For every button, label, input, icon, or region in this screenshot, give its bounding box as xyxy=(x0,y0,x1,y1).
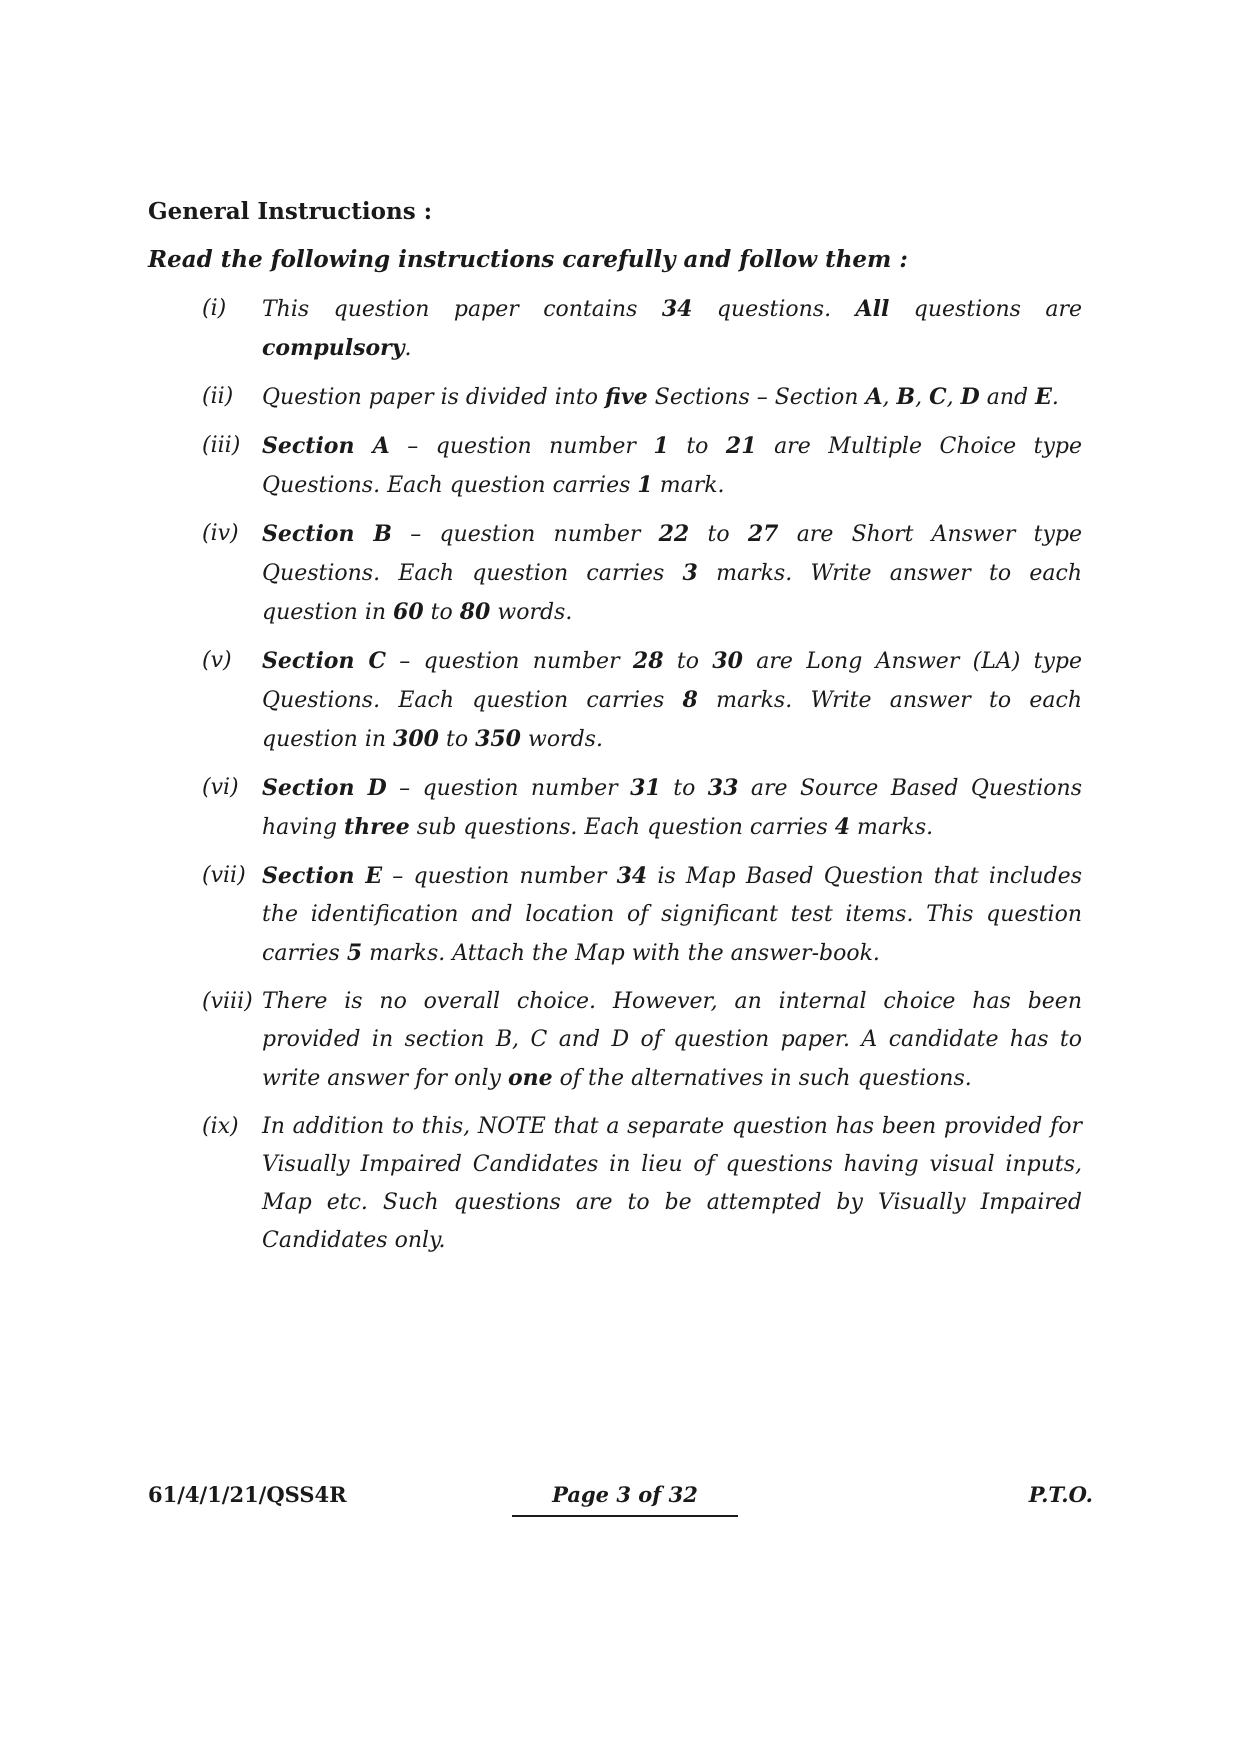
instruction-fragment: , xyxy=(946,385,961,410)
instruction-fragment: sub questions. Each question carries xyxy=(409,815,835,840)
instruction-emphasis: B xyxy=(896,384,916,410)
instruction-fragment: – question number xyxy=(385,649,633,674)
instruction-fragment: , xyxy=(882,385,897,410)
instruction-emphasis: 350 xyxy=(475,726,521,752)
instructions-list xyxy=(202,290,1082,1270)
instruction-fragment: words. xyxy=(521,727,603,752)
instruction-emphasis: A xyxy=(865,384,883,410)
instruction-fragment: to xyxy=(689,522,748,547)
instruction-emphasis: 300 xyxy=(393,726,439,752)
instruction-fragment: – question number xyxy=(389,434,654,459)
pto-label: P.T.O. xyxy=(1028,1482,1093,1507)
instruction-emphasis: 60 xyxy=(393,599,424,625)
instruction-emphasis: Section E xyxy=(262,863,383,889)
instruction-emphasis: 31 xyxy=(630,775,661,801)
instruction-fragment: words. xyxy=(490,600,573,625)
instruction-emphasis: three xyxy=(344,814,410,840)
instruction-fragment: to xyxy=(660,776,708,801)
instruction-emphasis: Section C xyxy=(262,648,386,674)
instruction-number: (ii) xyxy=(202,384,234,409)
instruction-fragment: . xyxy=(404,336,412,361)
instruction-emphasis: Section B xyxy=(262,521,392,547)
page-number: Page 3 of 32 xyxy=(512,1482,738,1517)
instruction-emphasis: 21 xyxy=(725,433,757,459)
instruction-number: (viii) xyxy=(202,989,253,1014)
instruction-item xyxy=(202,290,1082,368)
instruction-fragment: , xyxy=(915,385,930,410)
instruction-text xyxy=(262,427,1082,505)
instruction-item xyxy=(202,857,1082,973)
instruction-number: (vi) xyxy=(202,775,239,800)
instruction-emphasis: 30 xyxy=(712,648,743,674)
instruction-text xyxy=(262,769,1082,847)
instruction-emphasis: E xyxy=(1035,384,1052,410)
instruction-item xyxy=(202,1108,1082,1260)
instruction-item xyxy=(202,642,1082,759)
instruction-emphasis: All xyxy=(855,296,890,322)
instruction-emphasis: one xyxy=(507,1065,553,1091)
instruction-emphasis: 80 xyxy=(459,599,491,625)
instruction-number: (vii) xyxy=(202,863,246,888)
instruction-fragment: marks. Attach the Map with the answer-book. xyxy=(362,941,880,966)
instruction-fragment: Sections – Section xyxy=(647,385,866,410)
instruction-fragment: marks. Write answer to each question in xyxy=(262,561,1082,625)
instruction-emphasis: 1 xyxy=(653,433,669,459)
page-heading: General Instructions : xyxy=(148,198,433,225)
instruction-fragment: are Short Answer type Questions. Each question carries xyxy=(262,522,1082,586)
instruction-item xyxy=(202,427,1082,505)
instruction-text xyxy=(262,515,1082,632)
instruction-fragment: is Map Based Question that includes the identification and location of significant test items. This question carries xyxy=(262,864,1082,966)
instruction-text xyxy=(262,857,1082,973)
instruction-fragment: questions. xyxy=(692,297,856,322)
instruction-item xyxy=(202,983,1082,1098)
instruction-emphasis: 28 xyxy=(632,648,664,674)
instruction-emphasis: 4 xyxy=(834,814,851,840)
instruction-emphasis: 1 xyxy=(637,472,653,498)
instruction-fragment: – question number xyxy=(386,776,631,801)
instruction-fragment: and xyxy=(979,385,1036,410)
instruction-text xyxy=(262,983,1082,1098)
instruction-fragment: questions are xyxy=(889,297,1083,322)
instruction-emphasis: compulsory xyxy=(262,335,405,361)
instruction-fragment: Question paper is divided into xyxy=(262,385,605,410)
instruction-emphasis: 5 xyxy=(346,940,363,966)
instruction-number: (v) xyxy=(202,648,232,673)
instruction-fragment: are Multiple Choice type Questions. Each question carries xyxy=(262,434,1083,498)
instruction-emphasis: 22 xyxy=(658,521,690,547)
instruction-fragment: are Long Answer (LA) type Questions. Each question carries xyxy=(262,649,1083,713)
instruction-text xyxy=(262,1108,1082,1260)
instruction-fragment: – question number xyxy=(382,864,617,889)
instruction-number: (ix) xyxy=(202,1114,239,1139)
instruction-fragment: to xyxy=(423,600,460,625)
instruction-item xyxy=(202,515,1082,632)
instruction-fragment: – question number xyxy=(391,522,659,547)
instruction-text xyxy=(262,290,1082,368)
instruction-item xyxy=(202,769,1082,847)
instruction-fragment: mark. xyxy=(652,473,725,498)
instruction-emphasis: Section A xyxy=(262,433,390,459)
instruction-emphasis: five xyxy=(604,384,648,410)
instruction-number: (iii) xyxy=(202,433,241,458)
instruction-item xyxy=(202,378,1082,417)
instruction-fragment: In addition to this, NOTE that a separate question has been provided for Visually Impaired Candidates in lieu of questions having visual inputs, Map etc. Such questions are to be attempted by Visually Impaired Candidates only. xyxy=(262,1114,1082,1253)
instruction-fragment: marks. xyxy=(850,815,934,840)
instruction-fragment: There is no overall choice. However, an internal choice has been provided in section B, C and D of question paper. A candidate has to write answer for only xyxy=(262,989,1082,1091)
instructions-subheading: Read the following instructions carefully and follow them : xyxy=(148,246,908,273)
instruction-fragment: are Source Based Questions having xyxy=(262,776,1082,840)
instruction-fragment: This question paper contains xyxy=(262,297,662,322)
instruction-fragment: to xyxy=(668,434,726,459)
instruction-emphasis: 34 xyxy=(661,296,693,322)
instruction-emphasis: 34 xyxy=(616,863,648,889)
instruction-fragment: to xyxy=(438,727,476,752)
instruction-emphasis: D xyxy=(960,384,980,410)
instruction-fragment: . xyxy=(1051,385,1059,410)
instruction-emphasis: 3 xyxy=(682,560,698,586)
instruction-text xyxy=(262,642,1082,759)
instruction-emphasis: C xyxy=(929,384,947,410)
instruction-fragment: of the alternatives in such questions. xyxy=(552,1066,972,1091)
instruction-emphasis: 27 xyxy=(747,521,779,547)
instruction-emphasis: Section D xyxy=(262,775,387,801)
instruction-emphasis: 8 xyxy=(682,687,698,713)
paper-code: 61/4/1/21/QSS4R xyxy=(148,1482,347,1507)
instruction-fragment: marks. Write answer to each question in xyxy=(262,688,1082,752)
instruction-text xyxy=(262,378,1082,417)
instruction-number: (iv) xyxy=(202,521,239,546)
instruction-number: (i) xyxy=(202,296,227,321)
instruction-emphasis: 33 xyxy=(707,775,739,801)
instruction-fragment: to xyxy=(663,649,713,674)
